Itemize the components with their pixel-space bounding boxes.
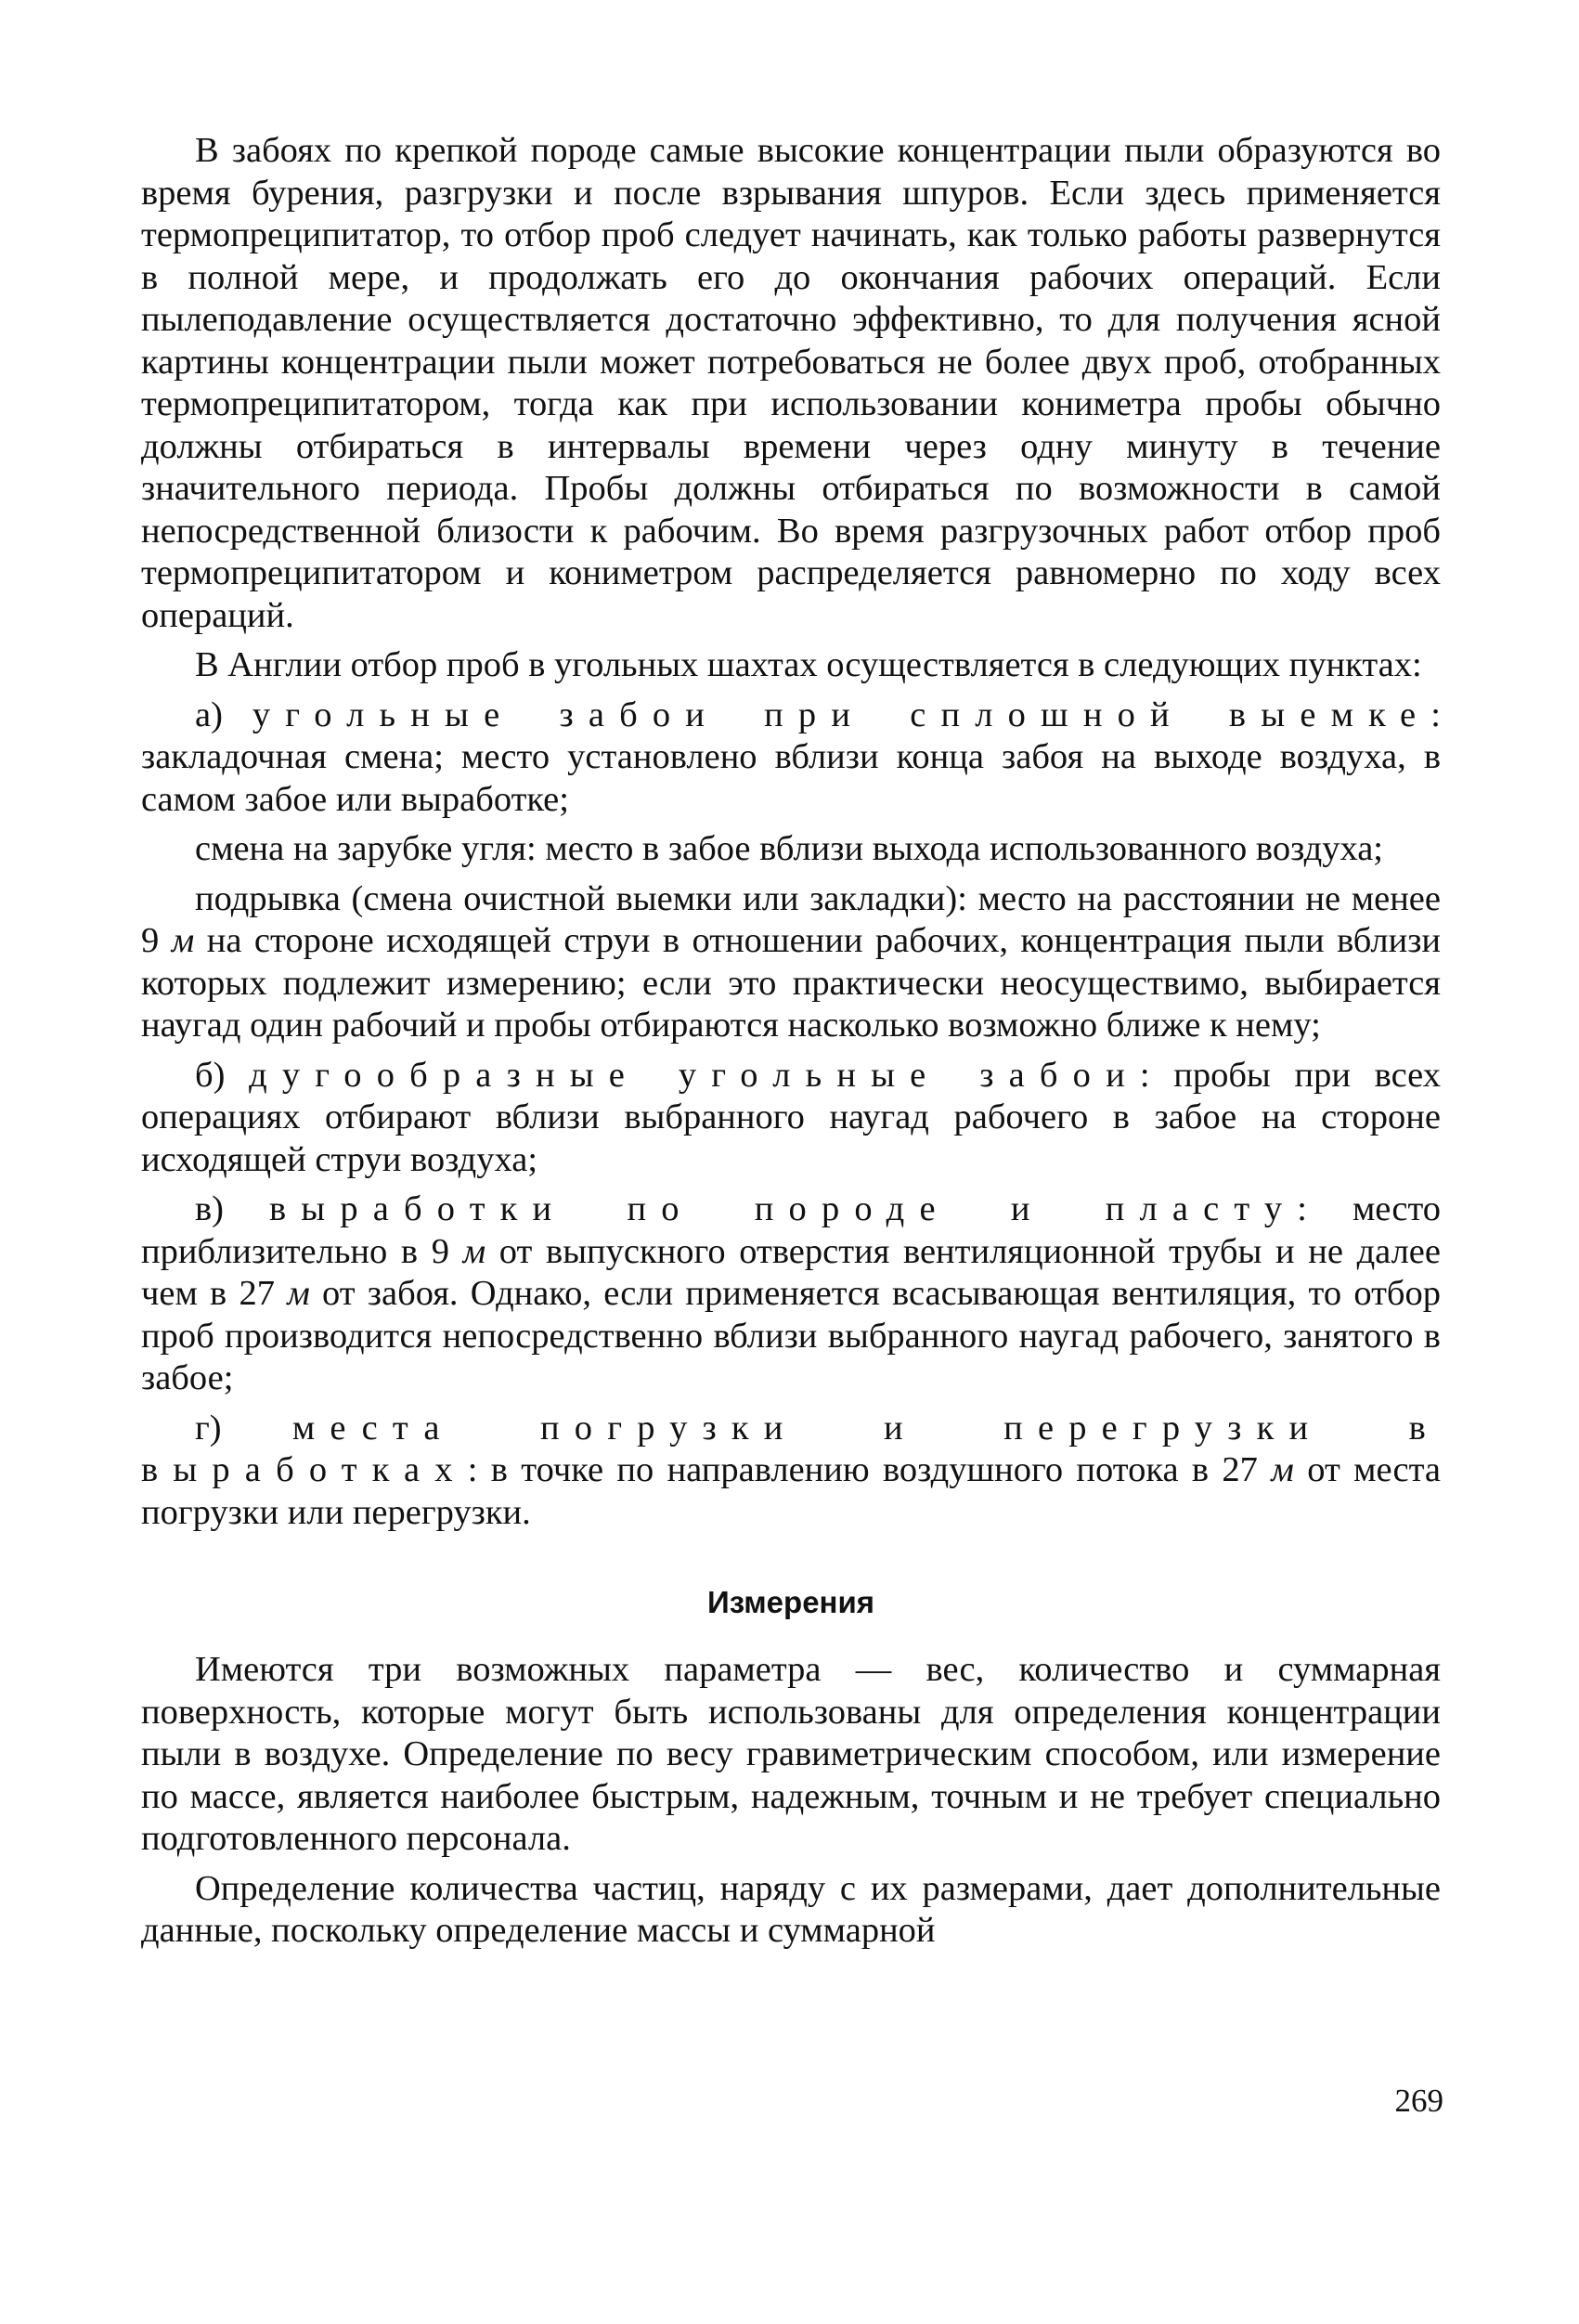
- item-d-unit: м: [1271, 1450, 1294, 1489]
- paragraph-three-parameters: Имеются три возможных параметра — вес, количество и суммарная поверхность, которые могут быть использованы для определения концентрации пыли в воздухе. Определение по весу гравиметрическим способом, или измерение по массе, является наиболее быстрым, надежным, точным и не требует специально подготовленного персонала.: [141, 1650, 1441, 1858]
- item-a-spaced-title: угольные забои при сплошной выемке: [252, 695, 1431, 734]
- paragraph-england-sampling-points: В Англии отбор проб в угольных шахтах осуществляется в следующих пунктах:: [195, 645, 1422, 684]
- item-b-spaced-title: дугообразные угольные забои: [249, 1055, 1140, 1095]
- item-d-spaced-title: места погрузки и перегрузки в выработках: [141, 1408, 1441, 1489]
- paragraph-item-c: [141, 1188, 1441, 1400]
- paragraph-cutting-shift: смена на зарубке угля: место в забое вблизи выхода использованного воздуха;: [195, 829, 1383, 868]
- item-c-text-3: от забоя. Однако, если применяется всасывающая вентиляция, то отбор проб производится непосредственно вблизи выбранного наугад рабочего, занятого в забое;: [141, 1274, 1441, 1397]
- paragraph-item-d: [141, 1408, 1441, 1535]
- section-heading-measurements: Измерения: [706, 1585, 875, 1619]
- item-d-text-1: : в точке по направлению воздушного потока в 27: [467, 1450, 1272, 1489]
- paragraph-dust-sampling-in-rock-faces: В забоях по крепкой породе самые высокие концентрации пыли образуются во время бурения, разгрузки и после взрывания шпуров. Если здесь применяется термопреципитатор, то отбор проб следует начинать, как только работы развернутся в полной мере, и продолжать его до окончания рабочих операций. Если пылеподавление осуществляется достаточно эффективно, то для получения ясной картины концентрации пыли может потребоваться не более двух проб, отобранных термопреципитатором, тогда как при использовании кониметра пробы обычно должны отбираться в интервалы времени через одну минуту в течение значительного периода. Пробы должны отбираться по возможности в самой непосредственной близости к рабочим. Во время разгрузочных работ отбор проб термопреципитатором и кониметром распределяется равномерно по ходу всех операций.: [141, 131, 1441, 635]
- item-a-text: : закладочная смена; место установлено вблизи конца забоя на выходе воздуха, в самом забое или выработке;: [141, 695, 1441, 819]
- item-d-text-2: от места погрузки или перегрузки.: [141, 1450, 1441, 1532]
- item-b-text: : пробы при всех операциях отбирают вблизи выбранного наугад рабочего в забое на стороне исходящей струи воздуха;: [141, 1055, 1441, 1179]
- item-d-marker: г): [195, 1408, 292, 1448]
- item-c-text-1: : место приблизительно в 9: [141, 1189, 1442, 1271]
- item-b-marker: б): [195, 1055, 250, 1095]
- item-a-marker: а): [195, 695, 252, 734]
- item-c-spaced-title: выработки по породе и пласту: [268, 1189, 1298, 1228]
- ripping-text-1: подрывка (смена очистной выемки или закладки): место на расстоянии не менее 9: [141, 878, 1441, 960]
- paragraph-particle-count: Определение количества частиц, наряду с их размерами, дает дополнительные данные, поскольку определение массы и суммарной: [141, 1868, 1441, 1950]
- page-number: 269: [1394, 2083, 1443, 2119]
- page-body: [141, 130, 1441, 1953]
- paragraph-item-a: [141, 695, 1441, 822]
- ripping-unit: м: [171, 921, 195, 960]
- item-c-unit-1: м: [462, 1231, 486, 1271]
- item-c-marker: в): [195, 1189, 269, 1228]
- item-c-unit-2: м: [287, 1274, 310, 1313]
- ripping-text-2: на стороне исходящей струи в отношении рабочих, концентрация пыли вблизи которых подлежит измерению; если это практически неосуществимо, выбирается наугад один рабочий и пробы отбираются насколько возможно ближе к нему;: [141, 921, 1442, 1045]
- item-c-text-2: от выпускного отверстия вентиляционной трубы и не далее чем в 27: [141, 1231, 1441, 1313]
- paragraph-ripping-shift: [141, 878, 1441, 1047]
- paragraph-item-b: [141, 1055, 1441, 1182]
